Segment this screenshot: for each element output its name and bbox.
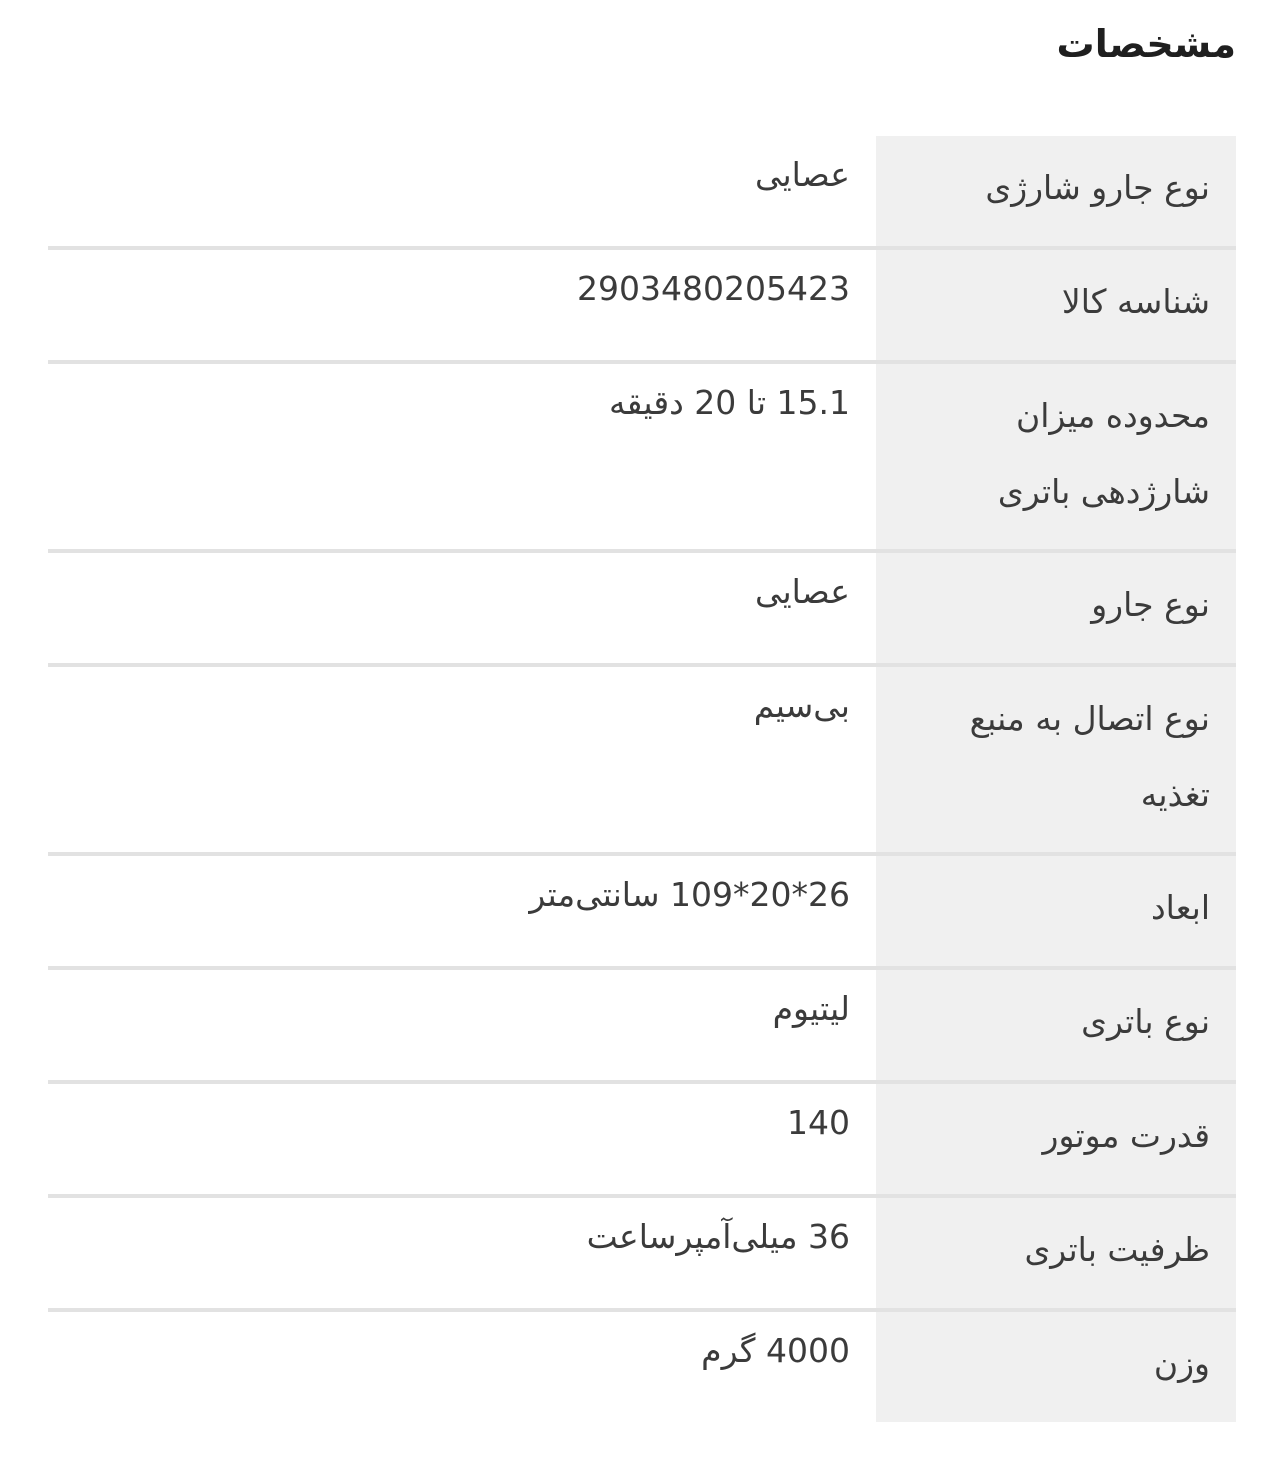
spec-row (48, 856, 1236, 970)
spec-label: نوع جارو (876, 553, 1236, 663)
specifications-table (48, 136, 1236, 1422)
spec-value: لیتیوم (772, 989, 850, 1028)
spec-label: شناسه کالا (876, 250, 1236, 360)
spec-row (48, 667, 1236, 856)
spec-value: 26*20*109 سانتی‌متر (529, 875, 850, 914)
spec-label: محدوده میزان شارژدهی باتری (876, 364, 1236, 549)
spec-label: نوع اتصال به منبع تغذیه (876, 667, 1236, 852)
spec-value: 140 (787, 1103, 850, 1142)
spec-value: عصایی (754, 572, 850, 611)
spec-label: وزن (876, 1312, 1236, 1422)
spec-label: ظرفیت باتری (876, 1198, 1236, 1308)
spec-row (48, 364, 1236, 553)
spec-row (48, 553, 1236, 667)
spec-label: نوع جارو شارژی (876, 136, 1236, 246)
spec-value: عصایی (754, 155, 850, 194)
spec-value: 36 میلی‌آمپرساعت (586, 1217, 850, 1256)
spec-row (48, 1312, 1236, 1422)
spec-value: 2903480205423 (577, 269, 850, 308)
spec-label: ابعاد (876, 856, 1236, 966)
spec-row (48, 1084, 1236, 1198)
spec-row (48, 1198, 1236, 1312)
spec-label: قدرت موتور (876, 1084, 1236, 1194)
spec-row (48, 970, 1236, 1084)
spec-row (48, 250, 1236, 364)
spec-value: 4000 گرم (701, 1331, 850, 1370)
spec-row (48, 136, 1236, 250)
page-title: مشخصات (1056, 22, 1236, 66)
spec-label: نوع باتری (876, 970, 1236, 1080)
spec-value: بی‌سیم (753, 686, 850, 725)
spec-value: 15.1 تا 20 دقیقه (608, 383, 850, 422)
